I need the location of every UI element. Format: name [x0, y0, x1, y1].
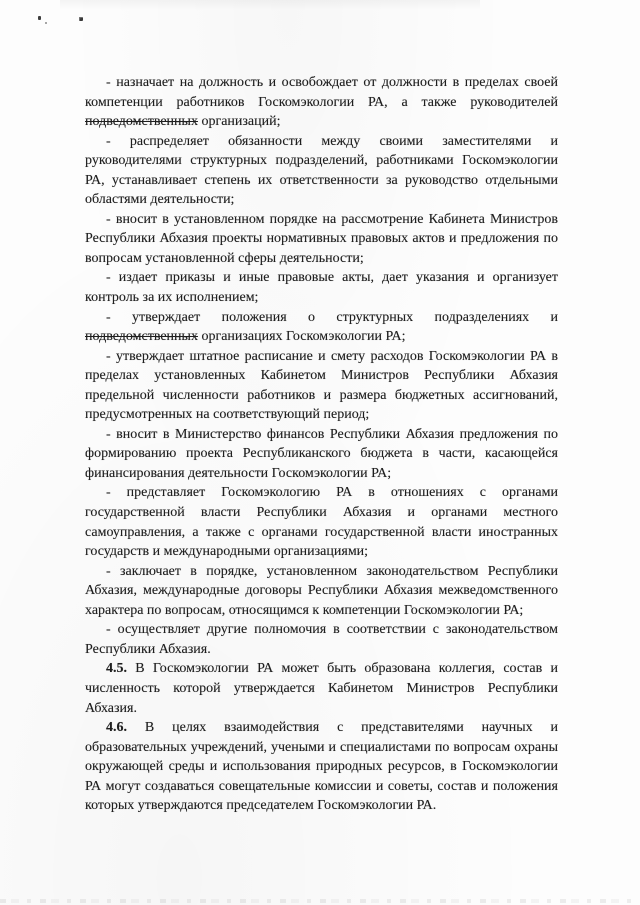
text-segment: - издает приказы и иные правовые акты, дает указания и организует контроль за их исполнением;: [85, 270, 558, 306]
paragraph-duty-distribution: [85, 132, 558, 210]
paragraph-representation: [85, 483, 558, 561]
text-segment: - осуществляет другие полномочия в соответствии с законодательством Республики Абхазия.: [85, 622, 558, 657]
section-number: 4.6.: [106, 720, 127, 736]
scan-speck: [38, 16, 41, 20]
paragraph-other-powers: [85, 620, 558, 659]
text-segment: В Госкомэкологии РА может быть образована коллегия, состав и численность которой утверждается Кабинетом Министров Республики Абхазия.: [85, 661, 558, 716]
text-segment: организациях Госкомэкологии РА;: [197, 329, 406, 345]
scan-noise-bottom: [0, 899, 640, 903]
paragraph-staffing-budget: [85, 347, 558, 425]
text-segment: - назначает на должность и освобождает от должности в пределах своей компетенции работников Госкомэкологии РА, а также руководителей: [85, 75, 558, 110]
document-body: [85, 73, 558, 816]
scan-speck: [79, 17, 83, 21]
paragraph-appointments: [85, 73, 558, 132]
struck-text-segment: подведомственных: [85, 329, 198, 345]
text-segment: - вносит в установленном порядке на рассмотрение Кабинета Министров Республики Абхазия проекты нормативных правовых актов и предложения по вопросам установленной сферы деятельности;: [85, 211, 558, 266]
text-segment: организаций;: [197, 114, 281, 130]
text-segment: - утверждает положения о структурных подразделениях и: [106, 309, 558, 325]
paragraph-cabinet-submissions: [85, 210, 558, 269]
paragraph-4-5-collegium: [85, 659, 558, 718]
scan-speck: [45, 22, 47, 24]
paragraph-regulations-approval: [85, 308, 558, 347]
paragraph-finance-proposals: [85, 425, 558, 484]
paragraph-orders-control: [85, 268, 558, 307]
text-segment: - представляет Госкомэкологию РА в отношениях с органами государственной власти Республики Абхазия и органами местного самоуправления, а также с органами государственной власти иностранных государств и международными организациями;: [85, 485, 558, 560]
paragraph-4-6-advisory-bodies: [85, 718, 558, 816]
text-segment: - заключает в порядке, установленном законодательством Республики Абхазия, международные договоры Республики Абхазия межведомственного характера по вопросам, относящимся к компетенции Госкомэкологии РА;: [85, 563, 558, 618]
struck-text-segment: подведомственных: [85, 114, 198, 130]
paragraph-international-treaties: [85, 562, 558, 621]
text-segment: - утверждает штатное расписание и смету расходов Госкомэкологии РА в пределах установленных Кабинетом Министров Республики Абхазия предельной численности работников и размера бюджетных ассигнований, предусмотренных на соответствующий период;: [85, 348, 558, 423]
section-number: 4.5.: [106, 661, 127, 677]
text-segment: В целях взаимодействия с представителями научных и образовательных учреждений, учеными и специалистами по вопросам охраны окружающей среды и использования природных ресурсов, в Госкомэкологии РА могут создаваться совещательные комиссии и советы, состав и положения которых утверждаются председателем Госкомэкологии РА.: [85, 720, 558, 814]
scan-noise-top: [60, 0, 480, 10]
text-segment: - вносит в Министерство финансов Республики Абхазия предложения по формированию проекта Республиканского бюджета в части, касающейся финансирования деятельности Госкомэкологии РА;: [85, 426, 558, 481]
text-segment: - распределяет обязанности между своими заместителями и руководителями структурных подразделений, работниками Госкомэкологии РА, устанавливает степень их ответственности за руководство отдельными областями деятельности;: [85, 133, 558, 208]
